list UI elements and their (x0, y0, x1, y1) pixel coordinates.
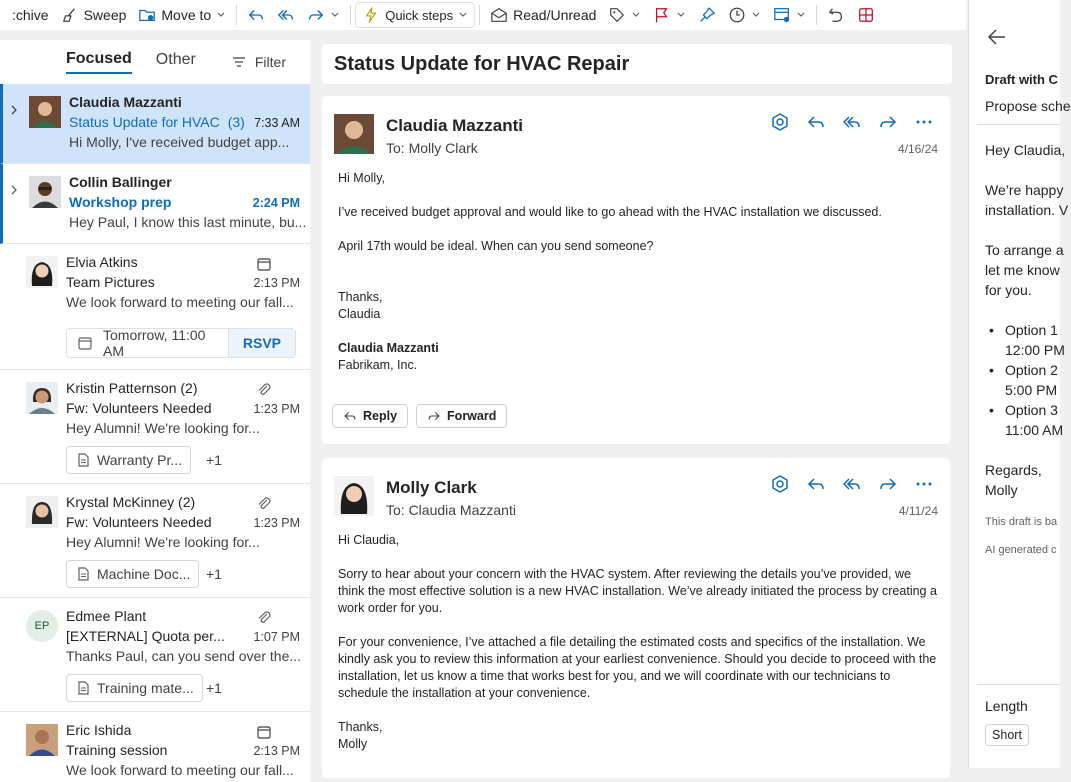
closing-name: Molly (338, 737, 368, 751)
signature-company: Fabrikam, Inc. (338, 358, 418, 372)
filter-label: Filter (254, 54, 286, 70)
calendar-icon (256, 724, 272, 740)
message-actions (770, 112, 934, 132)
sender-name: Elvia Atkins (66, 254, 138, 270)
toolbar-divider (816, 5, 817, 25)
quick-steps-button[interactable] (355, 2, 475, 28)
paperclip-icon (256, 382, 272, 398)
tab-other[interactable]: Other (155, 51, 196, 68)
sender-name: Eric Ishida (66, 722, 132, 738)
reply-button[interactable] (332, 404, 408, 428)
command-toolbar (0, 0, 966, 30)
sweep-label: Sweep (83, 7, 127, 23)
forward-icon[interactable] (878, 474, 898, 494)
option-time: 12:00 PM (1005, 342, 1065, 358)
reply-icon[interactable] (806, 112, 826, 132)
chevron-right-icon[interactable] (9, 103, 19, 117)
clock-icon (728, 6, 746, 24)
copilot-icon[interactable] (770, 474, 790, 494)
tab-focused[interactable]: Focused (66, 50, 132, 74)
time: 1:07 PM (253, 630, 300, 644)
attachment-name: Machine Doc... (97, 566, 191, 582)
reply-icon[interactable] (806, 474, 826, 494)
archive-button[interactable] (6, 2, 55, 28)
greeting: Hi Claudia, (338, 533, 400, 547)
toolbar-divider (350, 5, 351, 25)
broom-icon (61, 6, 79, 24)
flag-button[interactable] (647, 2, 692, 28)
message-date: 4/16/24 (897, 142, 938, 156)
forward-label: Forward (447, 409, 497, 423)
sweep-button[interactable] (55, 2, 133, 28)
avatar (29, 176, 61, 208)
forward-button[interactable] (416, 404, 507, 428)
message-body (338, 532, 938, 753)
more-options-icon[interactable] (914, 112, 934, 132)
draft-note: This draft is ba (985, 516, 1058, 528)
closing: Thanks, (338, 720, 383, 734)
subject: Training session (66, 742, 168, 758)
list-item[interactable] (0, 712, 310, 782)
greeting: Hi Molly, (338, 171, 385, 185)
length-label: Length (985, 698, 1028, 714)
recipients: To: Molly Clark (386, 140, 478, 156)
option-label: Option 2 (1005, 362, 1058, 378)
preview: Hey Paul, I know this last minute, bu... (69, 214, 307, 230)
message-list (0, 40, 310, 778)
calendar-icon (256, 256, 272, 272)
tag-button[interactable] (602, 2, 647, 28)
more-options-icon[interactable] (914, 474, 934, 494)
message-date: 4/11/24 (898, 504, 938, 518)
draft-line: We’re happy (985, 182, 1064, 198)
calendar-icon (77, 335, 93, 351)
copilot-pane (968, 0, 1071, 768)
rules-button[interactable] (767, 2, 812, 28)
option-bullet: • (989, 402, 994, 418)
divider (977, 684, 1061, 685)
snooze-button[interactable] (722, 2, 767, 28)
recipients: To: Claudia Mazzanti (386, 502, 516, 518)
reply-all-icon[interactable] (842, 474, 862, 494)
list-item[interactable] (0, 164, 310, 244)
sender-avatar (334, 114, 374, 154)
archive-label: :chive (12, 7, 49, 23)
event-info (67, 327, 228, 359)
divider (977, 124, 1061, 125)
subject-line (69, 114, 245, 130)
move-to-label: Move to (161, 7, 212, 23)
more-attachments-count[interactable]: +1 (206, 566, 222, 582)
list-item[interactable] (0, 244, 310, 370)
chevron-down-icon (796, 10, 806, 20)
attachment-chip[interactable] (66, 674, 203, 702)
apps-icon (857, 6, 875, 24)
subject: Fw: Volunteers Needed (66, 400, 212, 416)
document-icon (75, 680, 91, 696)
time: 2:24 PM (252, 196, 300, 210)
list-item[interactable] (0, 598, 310, 712)
time: 2:13 PM (253, 744, 300, 758)
chevron-down-icon (631, 10, 641, 20)
event-card (66, 328, 296, 358)
attachment-name: Warranty Pr... (97, 452, 183, 468)
avatar (29, 96, 61, 128)
mail-rules-icon (773, 6, 791, 24)
toolbar-divider (479, 5, 480, 25)
subject: Fw: Volunteers Needed (66, 514, 212, 530)
time: 1:23 PM (253, 516, 300, 530)
reply-all-toolbar-button[interactable] (271, 2, 301, 28)
chevron-down-icon (751, 10, 761, 20)
option-bullet: • (989, 362, 994, 378)
forward-toolbar-button[interactable] (301, 2, 346, 28)
time: 2:13 PM (253, 276, 300, 290)
preview: We look forward to meeting our fall... (66, 294, 294, 310)
copilot-prompt: Propose sche (985, 98, 1071, 114)
signature-name: Claudia Mazzanti (338, 341, 439, 355)
attachment-chip[interactable] (66, 446, 191, 474)
pin-icon (698, 6, 716, 24)
reply-icon (343, 409, 357, 423)
preview: Hey Alumni! We're looking for... (66, 534, 260, 550)
copilot-icon[interactable] (770, 112, 790, 132)
paperclip-icon (256, 610, 272, 626)
list-item[interactable] (0, 484, 310, 598)
option-label: Option 3 (1005, 402, 1058, 418)
message-list-header (0, 40, 310, 84)
avatar (26, 256, 58, 288)
chevron-down-icon (458, 10, 468, 20)
reply-all-icon[interactable] (842, 112, 862, 132)
option-bullet: • (989, 322, 994, 338)
sender-name: Claudia Mazzanti (69, 94, 182, 110)
forward-icon (307, 6, 325, 24)
paragraph: For your convenience, I’ve attached a file detailing the estimated costs and specifics of the installation. We kindly ask you to review this information at your earliest convenience. Should you decide to proceed with the installation, let us know a time that works best for you, and we will coordinate with our technicians to schedule the installation at your convenience. (338, 635, 937, 700)
list-item[interactable] (0, 370, 310, 484)
closing-name: Claudia (338, 307, 381, 321)
option-time: 11:00 AM (1005, 422, 1064, 438)
option-time: 5:00 PM (1005, 382, 1058, 398)
undo-icon (827, 6, 845, 24)
subject: Status Update for HVAC (69, 114, 220, 130)
filter-icon (231, 54, 247, 70)
copilot-title: Draft with C (985, 72, 1058, 87)
draft-line: let me know (985, 262, 1060, 278)
paragraph: I’ve received budget approval and would like to go ahead with the HVAC installation we discussed. (338, 205, 882, 219)
move-to-button[interactable] (132, 2, 232, 28)
lightning-icon (362, 6, 380, 24)
event-time: Tomorrow, 11:00 AM (103, 327, 206, 359)
document-icon (75, 566, 91, 582)
message-body (338, 170, 938, 374)
subject: Workshop prep (69, 194, 172, 210)
more-attachments-count[interactable]: +1 (206, 452, 222, 468)
attachment-name: Training mate... (97, 680, 194, 696)
avatar (26, 496, 58, 528)
tag-icon (608, 6, 626, 24)
forward-icon[interactable] (878, 112, 898, 132)
preview: Hey Alumni! We're looking for... (66, 420, 260, 436)
time: 1:23 PM (253, 402, 300, 416)
draft-signature: Molly (985, 482, 1018, 498)
more-attachments-count[interactable]: +1 (206, 680, 222, 696)
pin-button[interactable] (692, 2, 722, 28)
preview: We look forward to meeting our fall... (66, 762, 294, 778)
draft-line: To arrange a (985, 242, 1064, 258)
message-card (322, 96, 950, 444)
quick-steps-label: Quick steps (385, 7, 454, 23)
read-unread-button[interactable] (484, 2, 602, 28)
flag-icon (653, 6, 671, 24)
paragraph: April 17th would be ideal. When can you send someone? (338, 239, 654, 253)
avatar (26, 382, 58, 414)
draft-greeting: Hey Claudia, (985, 142, 1066, 158)
closing: Thanks, (338, 290, 383, 304)
sender-name: Molly Clark (386, 478, 477, 497)
draft-closing: Regards, (985, 462, 1042, 478)
sender-name: Kristin Patternson (2) (66, 380, 198, 396)
document-icon (75, 452, 91, 468)
toolbar-divider (236, 5, 237, 25)
sender-name: Edmee Plant (66, 608, 147, 624)
sender-name: Claudia Mazzanti (386, 116, 523, 135)
apps-button[interactable] (851, 2, 881, 28)
draft-line: for you. (985, 282, 1032, 298)
sender-name: Krystal McKinney (2) (66, 494, 196, 510)
ai-disclaimer: AI generated c (985, 544, 1057, 556)
list-item[interactable] (0, 84, 310, 164)
forward-icon (427, 409, 441, 423)
reply-bar (332, 404, 507, 428)
preview: Hi Molly, I've received budget app... (69, 134, 290, 150)
folder-move-icon (138, 6, 156, 24)
conversation-subject: Status Update for HVAC Repair (322, 44, 952, 84)
preview: Thanks Paul, can you send over the... (66, 648, 302, 664)
reply-label: Reply (363, 409, 398, 423)
avatar (26, 724, 58, 756)
envelope-open-icon (490, 6, 508, 24)
reply-icon (247, 6, 265, 24)
attachment-chip[interactable] (66, 560, 199, 588)
chevron-down-icon (330, 10, 340, 20)
subject: [EXTERNAL] Quota per... (66, 628, 225, 644)
chevron-right-icon[interactable] (9, 183, 19, 197)
filter-button[interactable] (231, 54, 286, 70)
chevron-down-icon (216, 10, 226, 20)
avatar-initials: EP (26, 610, 58, 642)
length-short-button[interactable]: Short (985, 724, 1029, 746)
rsvp-button[interactable]: RSVP (228, 329, 295, 357)
option-label: Option 1 (1005, 322, 1058, 338)
draft-line: installation. V (985, 202, 1069, 218)
time: 7:33 AM (254, 116, 300, 130)
undo-button[interactable] (821, 2, 851, 28)
paragraph: Sorry to hear about your concern with the HVAC system. After reviewing the details you’ve provided, we think the most effective solution is a new HVAC installation. We’ve already initiated the process by creating a work order for you. (338, 567, 937, 615)
read-unread-label: Read/Unread (513, 7, 597, 23)
subject: Team Pictures (66, 274, 155, 290)
sender-name: Collin Ballinger (69, 174, 172, 190)
reply-toolbar-button[interactable] (241, 2, 271, 28)
thread-count: (3) (227, 114, 245, 130)
message-card (322, 458, 950, 778)
back-arrow-icon[interactable] (987, 28, 1007, 46)
message-actions (770, 474, 934, 494)
reply-all-icon (277, 6, 295, 24)
paperclip-icon (256, 496, 272, 512)
sender-avatar (334, 476, 374, 516)
chevron-down-icon (676, 10, 686, 20)
